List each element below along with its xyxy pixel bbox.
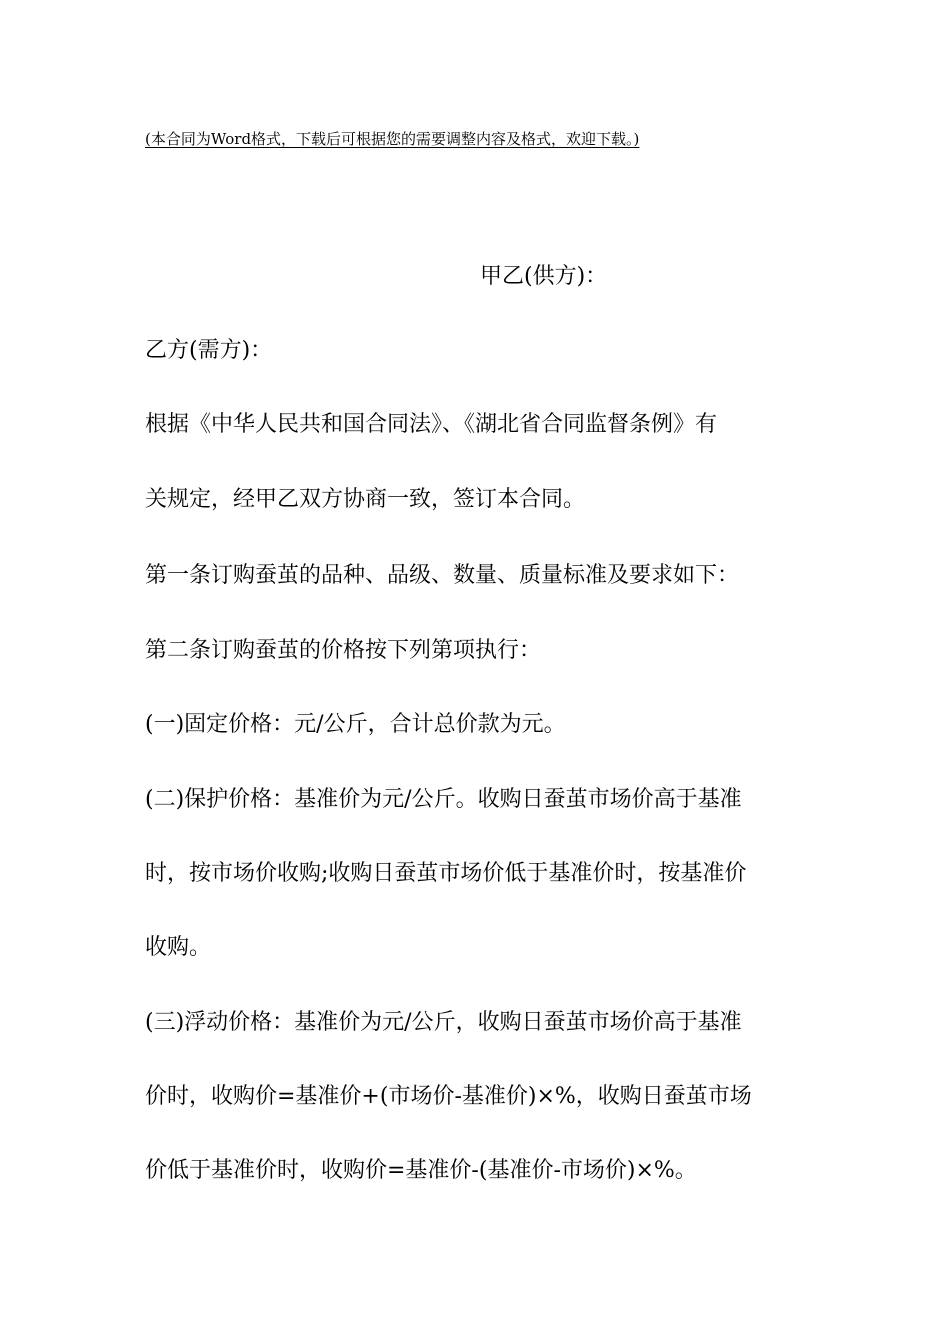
- clause-floating-price-cont: 价时，收购价=基准价+(市场价-基准价)×%，收购日蚕茧市场: [145, 1084, 752, 1109]
- clause-fixed-price: (一)固定价格：元/公斤，合计总价款为元。: [145, 712, 566, 737]
- article-1-line: 第一条订购蚕茧的品种、品级、数量、质量标准及要求如下：: [145, 563, 740, 588]
- clause-protected-price-cont: 时，按市场价收购;收购日蚕茧市场价低于基准价时，按基准价: [145, 861, 747, 886]
- clause-protected-price: (二)保护价格：基准价为元/公斤。收购日蚕茧市场价高于基准: [145, 787, 742, 812]
- paragraph-line: 根据《中华人民共和国合同法》、《湖北省合同监督条例》有: [145, 412, 718, 437]
- download-notice: (本合同为Word格式，下载后可根据您的需要调整内容及格式，欢迎下载。): [145, 130, 640, 148]
- party-a-label: 甲乙(供方)：: [480, 264, 608, 289]
- paragraph-line: 关规定，经甲乙双方协商一致，签订本合同。: [145, 487, 586, 512]
- article-2-line: 第二条订购蚕茧的价格按下列第项执行：: [145, 638, 542, 663]
- clause-floating-price-cont: 价低于基准价时，收购价=基准价-(基准价-市场价)×%。: [145, 1158, 697, 1183]
- party-b-label: 乙方(需方)：: [145, 338, 273, 363]
- clause-protected-price-cont: 收购。: [145, 935, 212, 960]
- clause-floating-price: (三)浮动价格：基准价为元/公斤，收购日蚕茧市场价高于基准: [145, 1010, 742, 1035]
